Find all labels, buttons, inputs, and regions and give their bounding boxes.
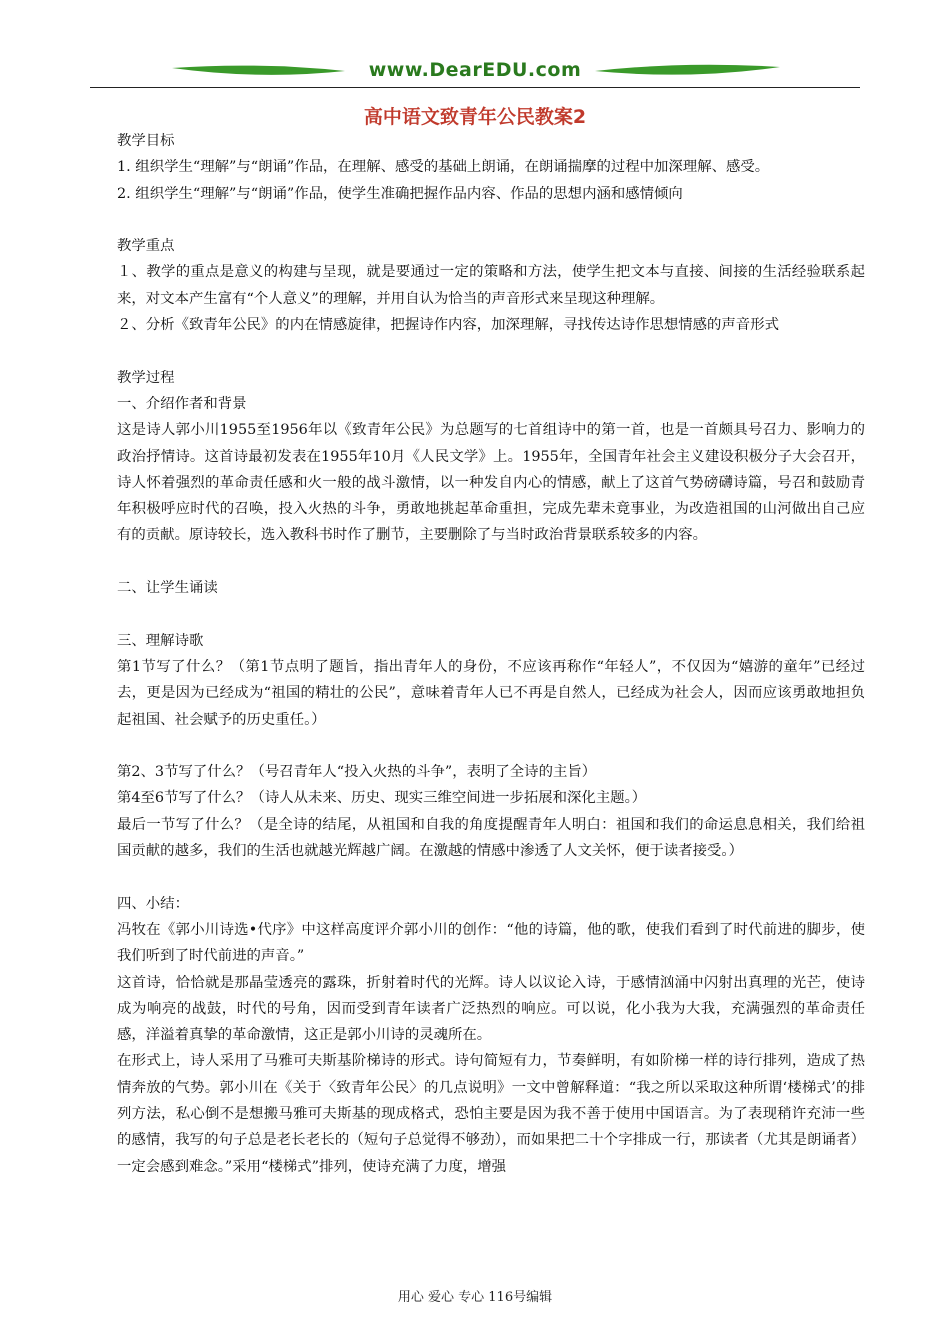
site-url[interactable]: www.DearEDU.com (368, 59, 582, 81)
document-body (117, 128, 865, 1180)
section-heading: 一、介绍作者和背景 (117, 395, 247, 412)
heading-key-points: 教学重点 (117, 238, 175, 255)
paragraph: 1. 组织学生“理解”与“朗诵”作品，在理解、感受的基础上朗诵，在朗诵揣摩的过程中加深理解、感受。 (117, 159, 770, 176)
paragraph: 第4至6节写了什么？（诗人从未来、历史、现实三维空间进一步拓展和深化主题。） (117, 790, 647, 807)
paragraph: 这是诗人郭小川1955至1956年以《致青年公民》为总题写的七首组诗中的第一首，也是一首颇具号召力、影响力的政治抒情诗。这首诗最初发表在1955年10月《人民文学》上。1955年，全国青年社会主义建设积极分子大会召开，诗人怀着强烈的革命责任感和火一般的战斗激情，以一种发自内心的情感，献上了这首气势磅礴诗篇，号召和鼓励青年积极呼应时代的召唤，投入火热的斗争，勇敢地挑起革命重担，完成先辈未竟事业，为改造祖国的山河做出自己应有的贡献。原诗较长，选入教科书时作了删节，主要删除了与当时政治背景联系较多的内容。 (117, 422, 865, 544)
header-divider (90, 87, 860, 88)
blank-line (117, 601, 865, 627)
page-footer: 用心 爱心 专心 116号编辑 (397, 1290, 553, 1305)
paragraph: 第1节写了什么？（第1节点明了题旨，指出青年人的身份，不应该再称作“年轻人”，不仅因为“嬉游的童年”已经过去，更是因为已经成为“祖国的精壮的公民”，意味着青年人已不再是自然人，已经成为社会人，因而应该勇敢地担负起祖国、社会赋予的历史重任。） (117, 658, 865, 728)
site-header (90, 56, 860, 96)
blank-line (117, 864, 865, 890)
paragraph: ２、分析《致青年公民》的内在情感旋律，把握诗作内容，加深理解，寻找传达诗作思想情感的声音形式 (117, 317, 779, 334)
paragraph: 第2、3节写了什么？（号召青年人“投入火热的斗争”，表明了全诗的主旨） (117, 764, 597, 781)
section-heading: 四、小结： (117, 895, 189, 912)
blank-line (117, 733, 865, 759)
paragraph: 2. 组织学生“理解”与“朗诵”作品，使学生准确把握作品内容、作品的思想内涵和感情倾向 (117, 185, 683, 202)
page-title: 高中语文致青年公民教案2 (363, 106, 587, 128)
blank-line (117, 338, 865, 364)
paragraph: 冯牧在《郭小川诗选•代序》中这样高度评介郭小川的创作：“他的诗篇，他的歌，使我们看到了时代前进的脚步，使我们听到了时代前进的声音。” (117, 921, 865, 965)
paragraph: １、教学的重点是意义的构建与呈现，就是要通过一定的策略和方法，使学生把文本与直接、间接的生活经验联系起来，对文本产生富有“个人意义”的理解，并用自认为恰当的声音形式来呈现这种理解。 (117, 264, 865, 307)
section-heading: 二、让学生诵读 (117, 580, 218, 597)
section-heading: 三、理解诗歌 (117, 632, 204, 649)
paragraph: 在形式上，诗人采用了马雅可夫斯基阶梯诗的形式。诗句简短有力，节奏鲜明，有如阶梯一样的诗行排列，造成了热情奔放的气势。郭小川在《关于〈致青年公民〉的几点说明》一文中曾解释道：“我之所以采取这种所谓‘楼梯式’的排列方法，私心倒不是想搬马雅可夫斯基的现成格式，恐怕主要是因为我不善于使用中国语言。为了表现稍许充沛一些的感情，我写的句子总是老长老长的（短句子总觉得不够劲），而如果把二十个字排成一行，那读者（尤其是朗诵者）一定会感到难念。”采用“楼梯式”排列，使诗充满了力度，增强 (117, 1053, 865, 1175)
heading-process: 教学过程 (117, 369, 175, 386)
paragraph: 最后一节写了什么？（是全诗的结尾，从祖国和自我的角度提醒青年人明白：祖国和我们的命运息息相关，我们给祖国贡献的越多，我们的生活也就越光辉越广阔。在激越的情感中渗透了人文关怀，便于读者接受。） (117, 816, 865, 860)
blank-line (117, 207, 865, 233)
paragraph: 这首诗，恰恰就是那晶莹透亮的露珠，折射着时代的光辉。诗人以议论入诗，于感情汹涌中闪射出真理的光芒，使诗成为响亮的战鼓，时代的号角，因而受到青年读者广泛热烈的响应。可以说，化小我为大我，充满强烈的革命责任感，洋溢着真挚的革命激情，这正是郭小川诗的灵魂所在。 (117, 974, 865, 1044)
blank-line (117, 549, 865, 575)
heading-objectives: 教学目标 (117, 133, 175, 149)
